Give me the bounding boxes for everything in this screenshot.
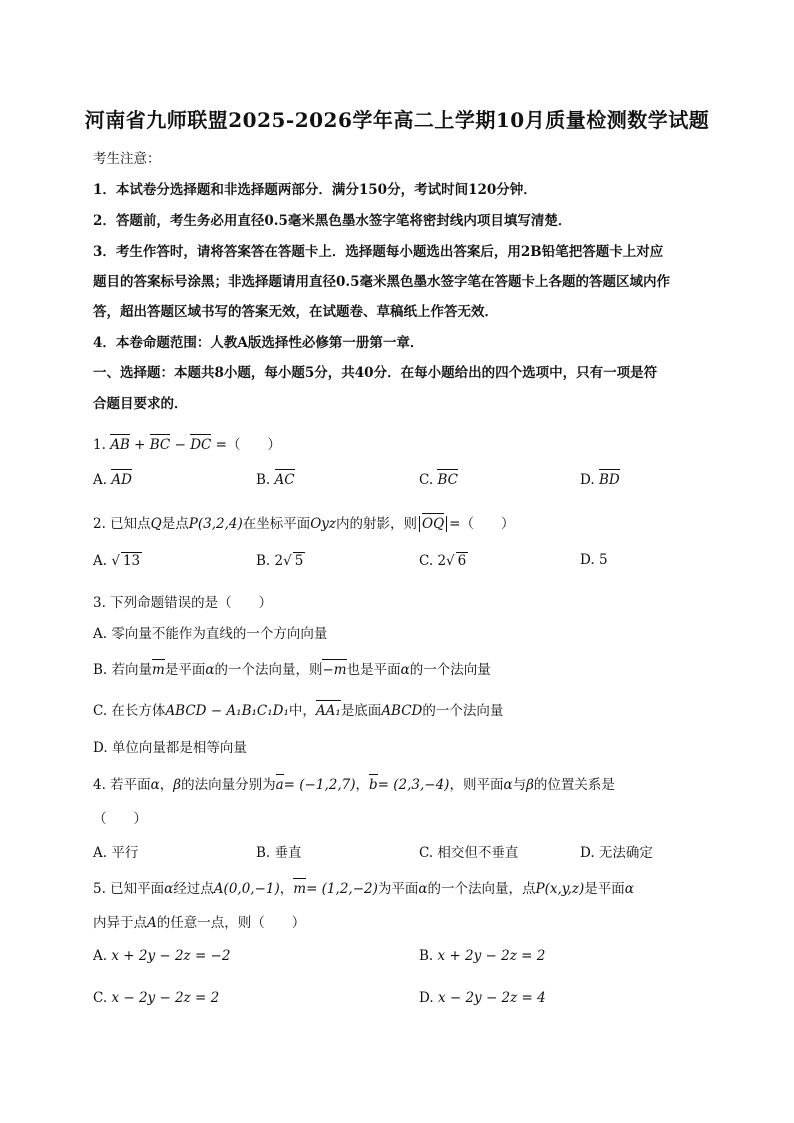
q3-alpha: α [205, 662, 215, 678]
q5-option-b [419, 948, 545, 964]
notice-item-4: 4．本卷命题范围：人教A版选择性必修第一册第一章． [93, 335, 424, 351]
q2-option-a: A. √ 13 [93, 553, 141, 569]
q1-op-plus: + [134, 437, 146, 453]
q5-text: 内异于点 [93, 915, 147, 931]
q3-text: 的一个法向量，则 [214, 662, 323, 678]
notice-item-1: 1．本试卷分选择题和非选择题两部分．满分150分，考试时间120分钟． [93, 182, 537, 198]
option-letter: B. [256, 472, 271, 488]
notice-item-3: 3．考生作答时，请将答案答在答题卡上．选择题每小题选出答案后，用2B铅笔把答题卡上对应 [93, 244, 664, 260]
option-vector: BD [598, 472, 620, 488]
q4-text: ，则平面 [449, 777, 504, 793]
option-letter: C. [93, 990, 108, 1006]
q4-vector-b: b [368, 777, 378, 793]
q3-option-d: D. 单位向量都是相等向量 [93, 740, 247, 756]
q4-option-a: A. 平行 [93, 845, 139, 861]
q5-alpha: α [624, 881, 634, 897]
q4-text: ， [159, 777, 174, 793]
option-letter: A. [93, 472, 108, 488]
q5-line-2 [93, 911, 703, 931]
q3-text: 的一个法向量 [422, 703, 504, 719]
notice-heading: 考生注意： [93, 151, 161, 167]
q1-option-a [93, 472, 132, 488]
q4-alpha: α [503, 777, 513, 793]
q5-text: ， [279, 881, 294, 897]
q4-option-c: C. 相交但不垂直 [419, 845, 519, 861]
option-coefficient: 2 [437, 553, 447, 569]
q2-option-b: B. 2√ 5 [256, 553, 304, 569]
q2-text: 内的射影，则 [336, 516, 418, 532]
q4-vector-a: a [275, 777, 284, 793]
q3-text: 的一个法向量 [409, 662, 491, 678]
question-4 [93, 773, 703, 793]
question-2 [93, 512, 703, 532]
q3-option-c [93, 699, 703, 719]
q2-point-p: P(3,2,4) [188, 516, 243, 532]
q5-point-a: A(0,0,−1) [213, 881, 280, 897]
q5-text: 的任意一点，则（ ） [156, 915, 306, 931]
q1-op-minus: − [174, 437, 186, 453]
option-vector: AD [111, 472, 132, 488]
q5-text: 是平面 [584, 881, 625, 897]
page-title: 河南省九师联盟2025-2026学年高二上学期10月质量检测数学试题 [84, 108, 710, 132]
option-letter: A. [93, 948, 108, 964]
q3-alpha: α [400, 662, 410, 678]
q3-text: C. 在长方体 [93, 703, 166, 719]
section-heading-cont: 合题目要求的． [93, 396, 188, 412]
q3-option-b [93, 658, 703, 678]
option-letter: C. [419, 553, 434, 569]
q3-vector-aa1: AA₁ [315, 703, 341, 719]
q2-text: 2. 已知点 [93, 516, 151, 532]
q5-point-a-letter: A [147, 915, 157, 931]
q2-abs [419, 516, 447, 532]
option-letter: D. [580, 552, 595, 568]
question-5 [93, 877, 703, 897]
q2-plane: Oyz [310, 516, 337, 532]
q1-number: 1. [93, 437, 106, 453]
question-1 [93, 433, 703, 453]
option-letter: B. [256, 553, 271, 569]
option-letter: B. [419, 948, 434, 964]
option-letter: D. [580, 472, 595, 488]
option-value: 5 [598, 552, 608, 568]
q5-text: 的一个法向量，点 [427, 881, 536, 897]
q3-text: 是底面 [340, 703, 382, 719]
q3-text: B. 若向量 [93, 662, 153, 678]
q4-beta: β [173, 777, 182, 793]
q3-cuboid: ABCD − A₁B₁C₁D₁ [165, 703, 289, 719]
option-coefficient: 2 [274, 553, 284, 569]
q5-point-p: P(x,y,z) [535, 881, 585, 897]
q3-vector-neg-m: −m [322, 662, 347, 678]
q4-vector-a-value: = (−1,2,7) [283, 777, 356, 793]
q5-option-a [93, 948, 230, 964]
q4-paren: （ ） [93, 811, 147, 827]
q3-base: ABCD [381, 703, 423, 719]
q4-text: 的法向量分别为 [181, 777, 276, 793]
q1-equals: =（ ） [215, 437, 281, 453]
option-vector: BC [437, 472, 458, 488]
q5-alpha: α [164, 881, 174, 897]
q4-text: ， [355, 777, 369, 793]
notice-item-3-cont2: 答，超出答题区域书写的答案无效，在试题卷、草稿纸上作答无效． [93, 304, 498, 320]
q3-text: 也是平面 [346, 662, 401, 678]
q5-text: 经过点 [173, 881, 214, 897]
q5-text: 5. 已知平面 [93, 881, 165, 897]
q3-text: 是平面 [164, 662, 206, 678]
q4-beta: β [526, 777, 534, 793]
q3-text: 中， [288, 703, 316, 719]
q2-vector-oq: OQ [422, 516, 445, 532]
q2-option-c: C. 2√ 6 [419, 553, 467, 569]
question-3: 3. 下列命题错误的是（ ） [93, 595, 273, 611]
q4-text: 4. 若平面 [93, 777, 151, 793]
option-equation: x + 2y − 2z = 2 [437, 948, 546, 964]
q1-option-b [256, 472, 295, 488]
q2-point-q: Q [150, 516, 162, 532]
q5-vector-m: m [293, 881, 307, 897]
section-heading: 一、选择题：本题共8小题，每小题5分，共40分．在每小题给出的四个选项中，只有一项是符 [93, 365, 658, 381]
q5-alpha: α [418, 881, 428, 897]
q1-vec-dc: DC [190, 437, 212, 453]
option-radicand: 13 [122, 553, 141, 569]
q1-vec-ab: AB [110, 437, 130, 453]
q5-text: 为平面 [377, 881, 419, 897]
q3-vector-m: m [152, 662, 165, 678]
q5-option-d [419, 990, 546, 1006]
q2-text: 是点 [161, 516, 189, 532]
option-vector: AC [274, 472, 295, 488]
q2-option-d [580, 552, 608, 568]
q2-text: =（ ） [449, 516, 515, 532]
option-equation: x + 2y − 2z = −2 [111, 948, 231, 964]
q2-text: 在坐标平面 [242, 516, 311, 532]
q5-vector-m-value: = (1,2,−2) [306, 881, 378, 897]
notice-item-3-cont: 题目的答案标号涂黑；非选择题请用直径0.5毫米黑色墨水签字笔在答题卡上各题的答题区域内作 [93, 274, 670, 290]
notice-item-2: 2．答题前，考生务必用直径0.5毫米黑色墨水签字笔将密封线内项目填写清楚． [93, 213, 572, 229]
q5-option-c [93, 990, 219, 1006]
option-letter: C. [419, 472, 434, 488]
option-radicand: 5 [294, 553, 304, 569]
q4-vector-b-value: = (2,3,−4) [377, 777, 450, 793]
q4-text: 与 [512, 777, 527, 793]
option-radicand: 6 [457, 553, 467, 569]
q1-option-c [419, 472, 458, 488]
q4-option-b: B. 垂直 [256, 845, 302, 861]
option-equation: x − 2y − 2z = 4 [437, 990, 546, 1006]
q1-vec-bc: BC [149, 437, 171, 453]
option-letter: D. [419, 990, 434, 1006]
q4-alpha: α [150, 777, 160, 793]
q4-text: 的位置关系是 [533, 777, 615, 793]
q1-option-d [580, 472, 620, 488]
q3-option-a: A. 零向量不能作为直线的一个方向向量 [93, 626, 328, 642]
option-equation: x − 2y − 2z = 2 [111, 990, 220, 1006]
q4-option-d: D. 无法确定 [580, 845, 653, 861]
option-letter: A. [93, 553, 108, 569]
